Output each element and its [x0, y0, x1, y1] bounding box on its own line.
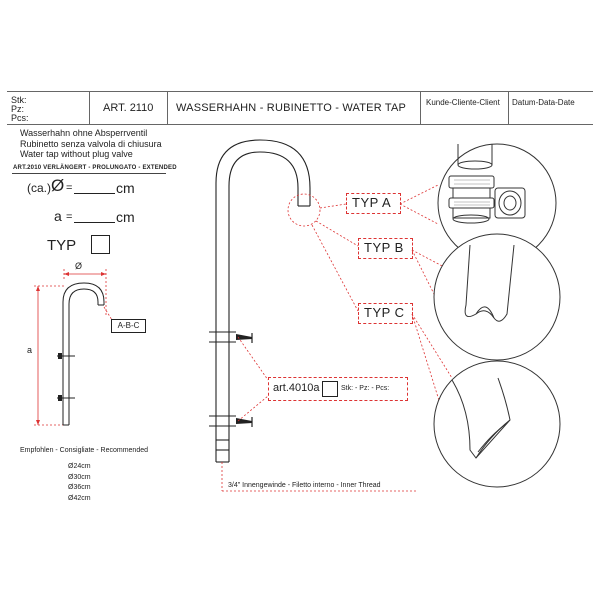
- small-a-label: a: [27, 345, 33, 355]
- stk-label: Stk:: [11, 95, 27, 105]
- diameter-unit: cm: [116, 180, 135, 196]
- document-title: WASSERHAHN - RUBINETTO - WATER TAP: [176, 102, 407, 114]
- main-tap: [209, 140, 310, 462]
- thread-note: 3/4" Innengewinde - Filetto interno - Inner Thread: [228, 482, 381, 489]
- recommended-size: Ø36cm: [68, 484, 91, 491]
- spout-highlight: [288, 194, 320, 226]
- clamp-screws: [236, 334, 252, 424]
- typ-a-box[interactable]: [346, 193, 401, 214]
- a-unit: cm: [116, 209, 135, 225]
- diameter-prefix: (ca.): [27, 181, 51, 195]
- art-ref-label: art.4010a: [273, 382, 320, 394]
- art-ref-checkbox[interactable]: [322, 381, 338, 397]
- art-ref-box: [268, 377, 408, 401]
- diameter-symbol: Ø: [51, 176, 65, 195]
- art-ref-qty: Stk: - Pz: - Pcs:: [341, 385, 390, 392]
- recommended-size: Ø30cm: [68, 473, 91, 481]
- pcs-label: Pcs:: [11, 113, 29, 123]
- typ-c-box[interactable]: [358, 303, 413, 324]
- small-diameter-dimension: [64, 269, 106, 316]
- article-number: ART. 2110: [103, 102, 154, 114]
- a-label: a: [54, 208, 62, 224]
- typ-c-label: TYP C: [364, 305, 405, 320]
- description-line: Wasserhahn ohne Absperrventil: [20, 128, 148, 138]
- a-eq: =: [66, 211, 73, 223]
- description-line: Water tap without plug valve: [20, 149, 133, 159]
- typ-a-label: TYP A: [352, 195, 392, 210]
- description-line: Rubinetto senza valvola di chiusura: [20, 138, 162, 149]
- typ-label: TYP: [47, 237, 77, 254]
- diameter-eq: =: [66, 182, 73, 194]
- pz-label: Pz:: [11, 104, 25, 114]
- small-tap: [57, 283, 104, 425]
- extended-note: ART.2010 VERLÄNGERT - PROLUNGATO - EXTENDED: [13, 165, 177, 171]
- detail-circle-b: [434, 234, 560, 360]
- recommended-size: Ø42cm: [68, 494, 91, 502]
- small-type-tag: A-B-C: [111, 319, 146, 333]
- recommended-heading: Empfohlen - Consigliate - Recommended: [20, 447, 149, 454]
- typ-b-label: TYP B: [364, 240, 404, 255]
- client-label: Kunde-Cliente-Client: [426, 98, 500, 107]
- typ-b-box[interactable]: [358, 238, 413, 259]
- small-diameter-label: Ø: [75, 261, 83, 271]
- detail-circle-c: [434, 361, 560, 487]
- date-label: Datum-Data-Date: [512, 98, 575, 107]
- recommended-size: Ø24cm: [68, 463, 91, 470]
